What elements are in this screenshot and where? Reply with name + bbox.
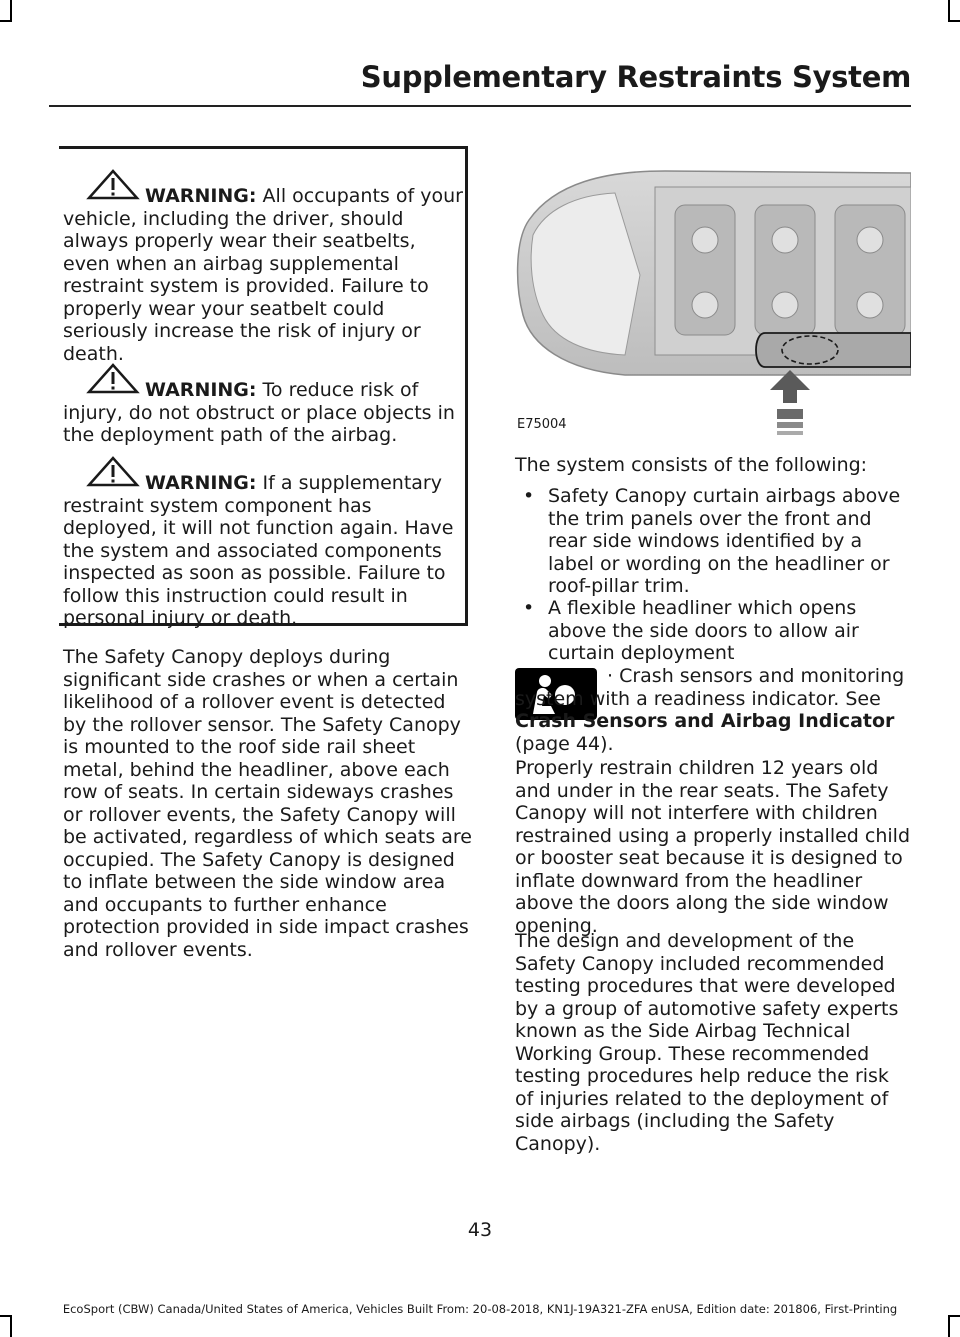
testing-paragraph: The design and development of the Safety Canopy included recommended testing procedures that were developed by a group of automotive safety experts known as the Side Airbag Technical Working Group. These recommended testing procedures help reduce the risk of injuries related to the deployment of side airbags (including the Safety Canopy). — [515, 930, 899, 1155]
bullet-dot: • — [523, 485, 535, 507]
title-divider — [49, 105, 911, 107]
children-paragraph: Properly restrain children 12 years old and under in the rear seats. The Safety Canopy will not interfere with children restrained using a properly installed child or booster seat because it is designed to inflate downward from the headliner above the doors along the side window opening. — [515, 757, 911, 937]
warning-label: WARNING: — [145, 185, 257, 207]
warning-2 — [63, 379, 465, 447]
crop-mark — [948, 0, 950, 22]
bullet-dot: • — [523, 597, 535, 619]
list-item — [515, 485, 910, 598]
crash-sensors-text: · Crash sensors and monitoring system with a readiness indicator. See — [515, 665, 905, 710]
crash-sensors-paragraph — [515, 665, 910, 755]
list-item-text: Safety Canopy curtain airbags above the trim panels over the front and rear side windows identified by a label or wording on the headliner or roof-pillar trim. — [548, 485, 901, 597]
warning-text: To reduce risk of injury, do not obstruct or place objects in the deployment path of the airbag. — [63, 379, 455, 446]
crop-mark — [948, 1315, 950, 1337]
vehicle-airbag-illustration — [515, 165, 911, 437]
crop-mark — [950, 20, 960, 22]
page-number: 43 — [467, 1219, 493, 1241]
warning-text: If a supplementary restraint system component has deployed, it will not function again. Have the system and associated components inspected as soon as possible. Failure to follow this instruction could result in personal injury or death. — [63, 472, 454, 629]
crop-mark — [10, 1315, 12, 1337]
warning-3 — [63, 472, 465, 630]
crop-mark — [10, 0, 12, 22]
warning-1 — [63, 185, 465, 365]
warning-label: WARNING: — [145, 472, 257, 494]
left-paragraph: The Safety Canopy deploys during significant side crashes or when a certain likelihood of a rollover event is detected by the rollover sensor. The Safety Canopy is mounted to the roof side rail sheet metal, behind the headliner, above each row of seats. In certain sideways crashes or rollover events, the Safety Canopy will be activated, regardless of which seats are occupied. The Safety Canopy is designed to inflate between the side window area and occupants to further enhance protection provided in side impact crashes and rollover events. — [63, 646, 472, 961]
page-footer: EcoSport (CBW) Canada/United States of America, Vehicles Built From: 20-08-2018, KN1J-19A321-ZFA enUSA, Edition date: 201806, First-Printing — [62, 1302, 898, 1316]
list-item — [515, 597, 910, 665]
crop-mark — [0, 20, 10, 22]
system-intro: The system consists of the following: — [515, 454, 868, 476]
warning-label: WARNING: — [145, 379, 257, 401]
list-item-text: A flexible headliner which opens above the side doors to allow air curtain deployment — [548, 597, 859, 664]
page-reference: (page 44). — [515, 732, 614, 755]
warning-text: All occupants of your vehicle, including the driver, should always properly wear their seatbelts, even when an airbag supplemental restraint system is provided. Failure to properly wear your seatbelt could seriously increase the risk of injury or death. — [63, 185, 463, 365]
page-title: Supplementary Restraints System — [360, 60, 911, 94]
figure-id-label: E75004 — [517, 417, 567, 432]
crash-sensors-link[interactable]: Crash Sensors and Airbag Indicator — [515, 710, 895, 732]
